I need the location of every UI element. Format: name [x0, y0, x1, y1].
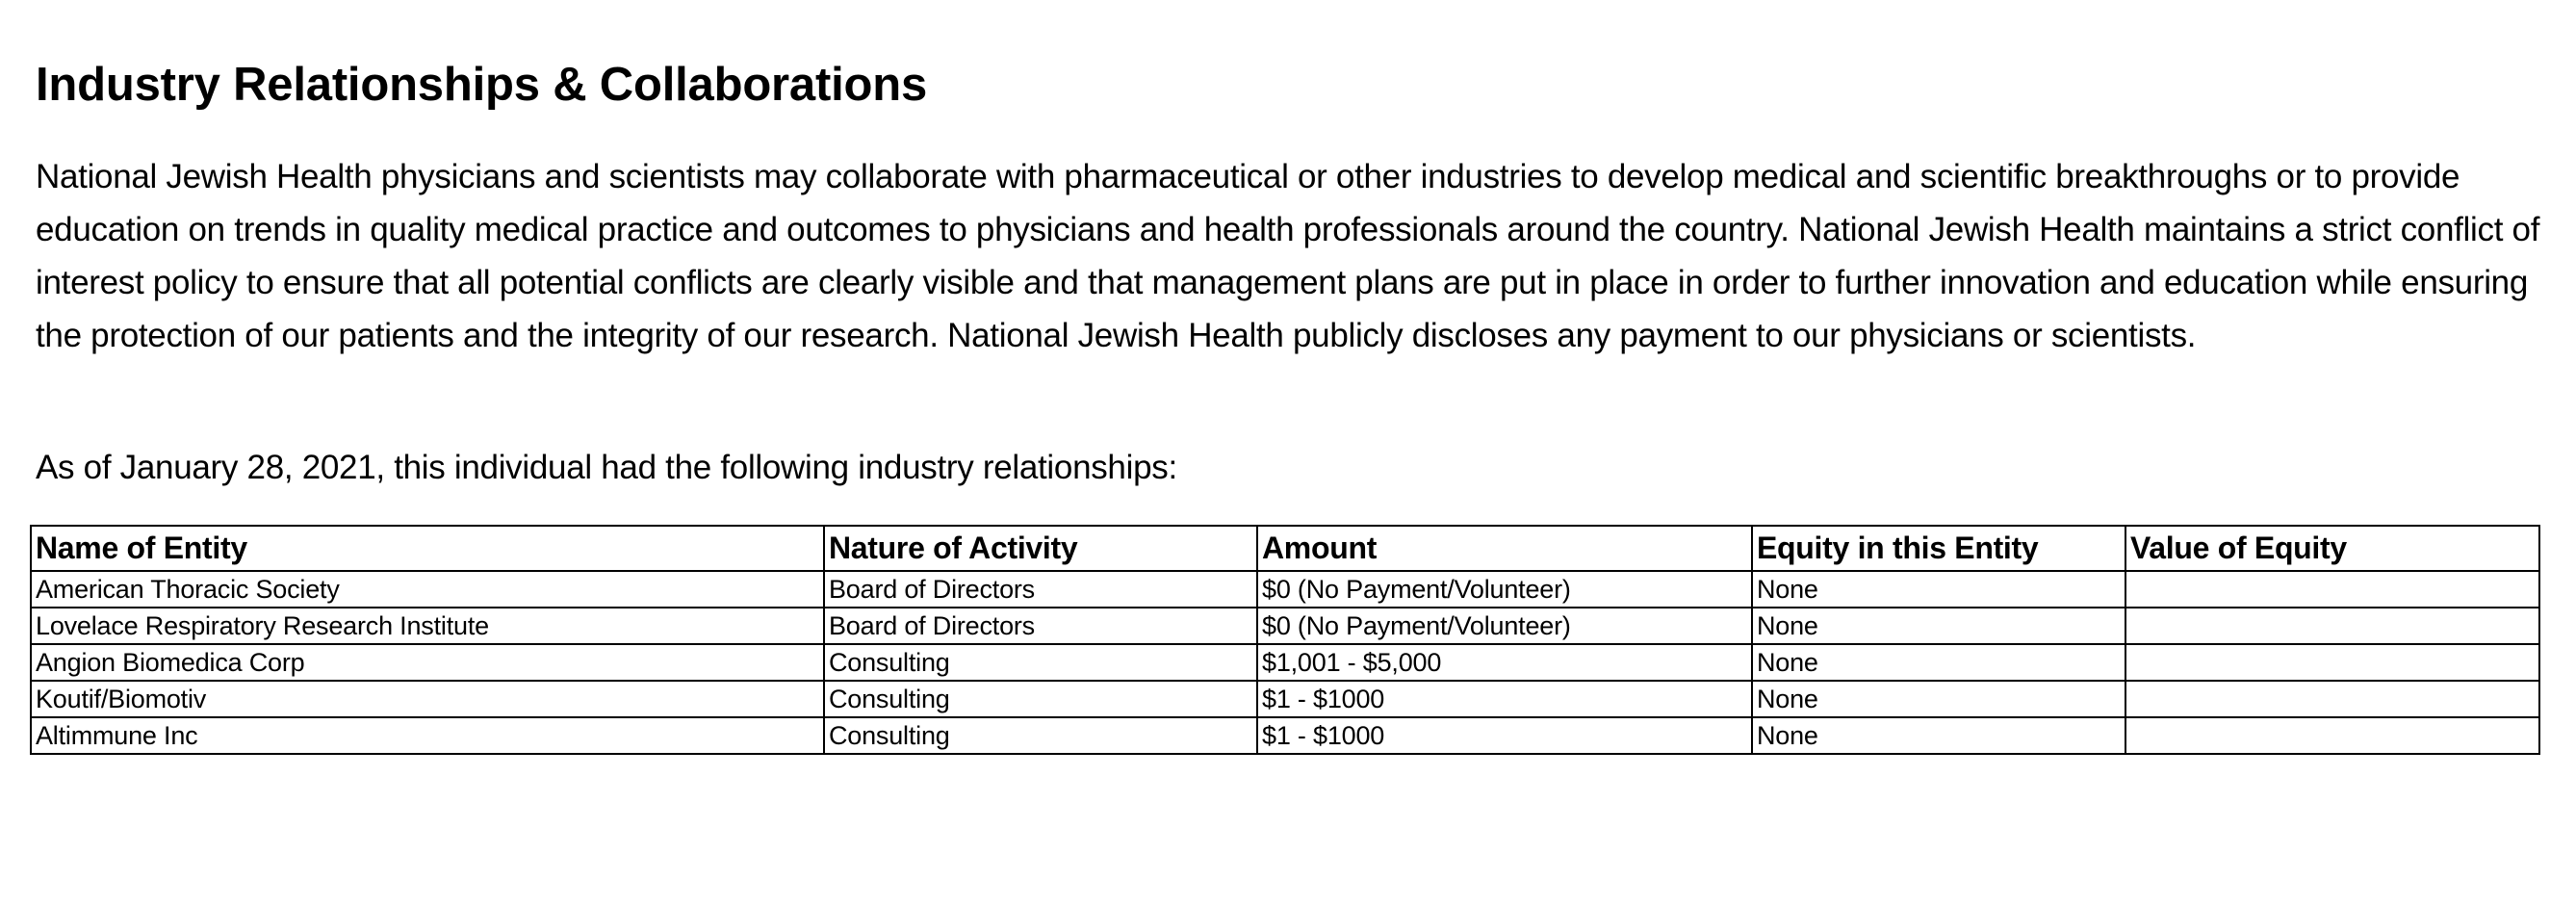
table-row — [31, 608, 2539, 644]
header-name-of-entity: Name of Entity — [31, 526, 824, 571]
cell-entity-name: Lovelace Respiratory Research Institute — [31, 608, 824, 644]
header-value-of-equity: Value of Equity — [2125, 526, 2539, 571]
as-of-statement: As of January 28, 2021, this individual had the following industry relationships: — [36, 449, 1177, 486]
cell-activity: Board of Directors — [824, 571, 1257, 608]
cell-equity-value — [2125, 608, 2539, 644]
table-header-row — [31, 526, 2539, 571]
industry-relationships-table — [30, 525, 2540, 755]
cell-amount: $1 - $1000 — [1257, 681, 1752, 717]
cell-activity: Consulting — [824, 717, 1257, 754]
cell-equity: None — [1752, 644, 2125, 681]
cell-activity: Consulting — [824, 644, 1257, 681]
table-row — [31, 717, 2539, 754]
cell-equity-value — [2125, 571, 2539, 608]
header-equity-in-entity: Equity in this Entity — [1752, 526, 2125, 571]
table-row — [31, 681, 2539, 717]
cell-equity-value — [2125, 681, 2539, 717]
table-row — [31, 571, 2539, 608]
intro-paragraph: National Jewish Health physicians and scientists may collaborate with pharmaceutical or other industries to develop medical and scientific breakthroughs or to provide education on trends in quality medical practice and outcomes to physicians and health professionals around the country. National Jewish Health maintains a strict conflict of interest policy to ensure that all potential conflicts are clearly visible and that management plans are put in place in order to further innovation and education while ensuring the protection of our patients and the integrity of our research. National Jewish Health publicly discloses any payment to our physicians or scientists. — [36, 158, 2540, 354]
cell-amount: $0 (No Payment/Volunteer) — [1257, 608, 1752, 644]
header-amount: Amount — [1257, 526, 1752, 571]
cell-amount: $1,001 - $5,000 — [1257, 644, 1752, 681]
cell-equity: None — [1752, 717, 2125, 754]
cell-entity-name: Koutif/Biomotiv — [31, 681, 824, 717]
cell-equity: None — [1752, 608, 2125, 644]
cell-entity-name: Angion Biomedica Corp — [31, 644, 824, 681]
page-title: Industry Relationships & Collaborations — [36, 59, 928, 111]
cell-entity-name: American Thoracic Society — [31, 571, 824, 608]
table-row — [31, 644, 2539, 681]
cell-activity: Board of Directors — [824, 608, 1257, 644]
cell-amount: $0 (No Payment/Volunteer) — [1257, 571, 1752, 608]
cell-equity-value — [2125, 644, 2539, 681]
cell-amount: $1 - $1000 — [1257, 717, 1752, 754]
cell-entity-name: Altimmune Inc — [31, 717, 824, 754]
cell-equity-value — [2125, 717, 2539, 754]
cell-equity: None — [1752, 681, 2125, 717]
cell-activity: Consulting — [824, 681, 1257, 717]
cell-equity: None — [1752, 571, 2125, 608]
header-nature-of-activity: Nature of Activity — [824, 526, 1257, 571]
